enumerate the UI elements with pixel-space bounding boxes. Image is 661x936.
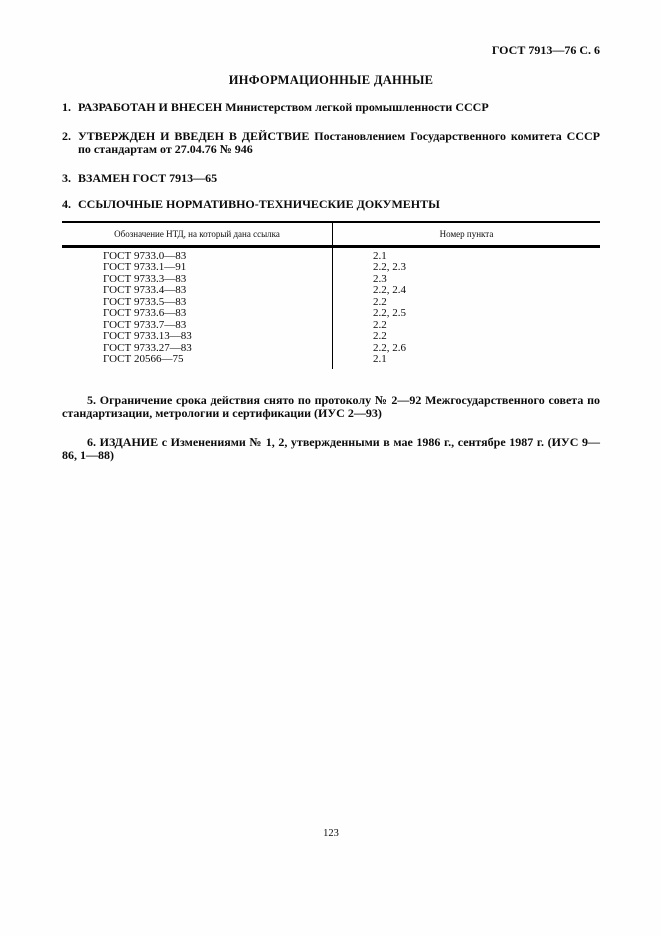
table-column-header-ntd: Обозначение НТД, на который дана ссылка xyxy=(114,228,280,239)
cell-punkt: 2.2, 2.4 xyxy=(332,285,600,297)
table-header-row xyxy=(62,223,600,248)
page-content xyxy=(62,43,600,463)
numbered-item-4 xyxy=(62,198,600,212)
item-text: РАЗРАБОТАН И ВНЕСЕН Министерством легкой промышленности СССР xyxy=(78,100,489,114)
cell-punkt: 2.1 xyxy=(332,354,600,369)
numbered-item-1 xyxy=(62,101,600,115)
numbered-item-3 xyxy=(62,172,600,186)
cell-ntd: ГОСТ 9733.27—83 xyxy=(103,341,192,354)
page-number: 123 xyxy=(323,828,339,839)
table-row xyxy=(62,262,600,274)
table-row xyxy=(62,331,600,343)
paragraph-6: 6. ИЗДАНИЕ с Изменениями № 1, 2, утвержденными в мае 1986 г., сентябре 1987 г. (ИУС 9—86, 1—88) xyxy=(62,434,600,462)
cell-punkt: 2.2, 2.6 xyxy=(332,343,600,355)
table-row xyxy=(62,354,600,369)
reference-documents-table xyxy=(62,221,600,369)
item-number: 4. xyxy=(62,197,71,211)
table-row xyxy=(62,285,600,297)
cell-ntd: ГОСТ 9733.13—83 xyxy=(103,330,192,342)
numbered-item-2 xyxy=(62,130,600,157)
cell-punkt: 2.3 xyxy=(332,274,600,286)
document-header: ГОСТ 7913—76 С. 6 xyxy=(491,43,600,57)
cell-punkt: 2.2 xyxy=(332,320,600,332)
table-row xyxy=(62,308,600,320)
item-number: 2. xyxy=(62,128,71,143)
cell-punkt: 2.2 xyxy=(332,297,600,309)
cell-ntd: ГОСТ 20566—75 xyxy=(103,353,184,365)
item-number: 1. xyxy=(62,100,71,114)
paragraph-5: 5. Ограничение срока действия снято по протоколу № 2—92 Межгосударственного совета по стандартизации, метрологии и сертификации (ИУС 2—93) xyxy=(62,392,600,420)
cell-ntd: ГОСТ 9733.3—83 xyxy=(103,272,187,285)
table-column-header-punkt: Номер пункта xyxy=(332,223,600,245)
cell-ntd: ГОСТ 9733.5—83 xyxy=(103,295,187,308)
item-number: 3. xyxy=(62,170,71,185)
cell-ntd: ГОСТ 9733.7—83 xyxy=(103,318,187,331)
item-text: ВЗАМЕН ГОСТ 7913—65 xyxy=(78,170,218,185)
cell-punkt: 2.2, 2.3 xyxy=(332,262,600,274)
cell-ntd: ГОСТ 9733.6—83 xyxy=(103,307,187,319)
cell-punkt: 2.2, 2.5 xyxy=(332,308,600,320)
cell-ntd: ГОСТ 9733.1—91 xyxy=(103,261,187,273)
table-row xyxy=(62,248,600,263)
item-text: ССЫЛОЧНЫЕ НОРМАТИВНО-ТЕХНИЧЕСКИЕ ДОКУМЕНТЫ xyxy=(78,197,440,211)
page-title: ИНФОРМАЦИОННЫЕ ДАННЫЕ xyxy=(228,73,434,87)
table-body xyxy=(62,248,600,369)
cell-punkt: 2.1 xyxy=(332,248,600,263)
cell-ntd: ГОСТ 9733.4—83 xyxy=(103,284,187,296)
item-text: УТВЕРЖДЕН И ВВЕДЕН В ДЕЙСТВИЕ Постановлением Государственного комитета СССР по стандартам от 27.04.76 № 946 xyxy=(78,128,600,156)
cell-punkt: 2.2 xyxy=(332,331,600,343)
cell-ntd: ГОСТ 9733.0—83 xyxy=(103,249,187,262)
